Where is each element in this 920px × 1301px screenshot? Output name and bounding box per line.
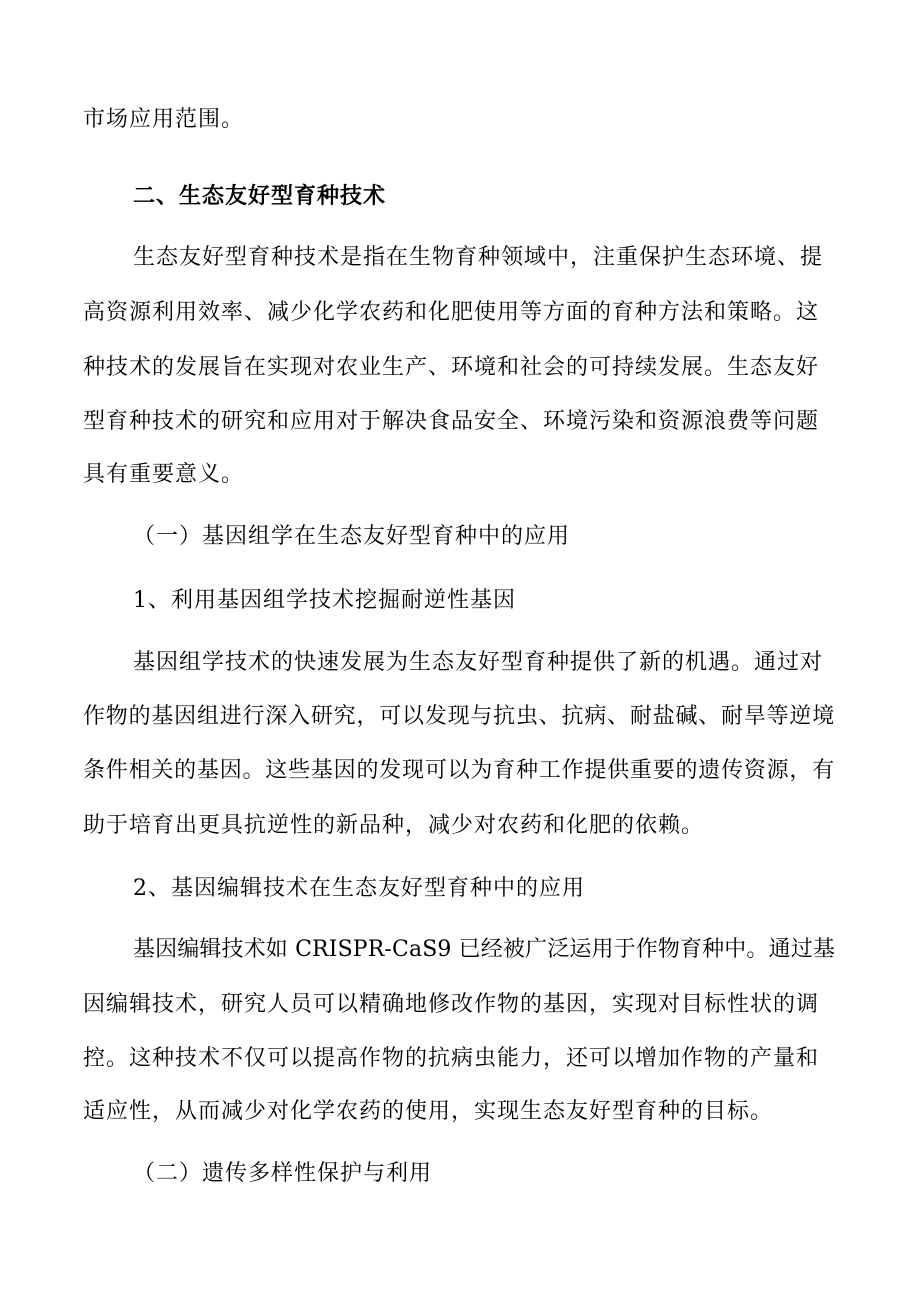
- paragraph-line: 基因组学技术的快速发展为生态友好型育种提供了新的机遇。通过对: [133, 650, 824, 675]
- section-heading: 二、生态友好型育种技术: [133, 183, 387, 209]
- paragraph-line: 因编辑技术，研究人员可以精确地修改作物的基因，实现对目标性状的调: [83, 992, 820, 1017]
- subsection-heading: （二）遗传多样性保护与利用: [133, 1161, 433, 1186]
- paragraph-line: 型育种技术的研究和应用对于解决食品安全、环境污染和资源浪费等问题: [83, 409, 820, 434]
- paragraph-line: 具有重要意义。: [83, 462, 245, 487]
- paragraph-line: 种技术的发展旨在实现对农业生产、环境和社会的可持续发展。生态友好: [83, 355, 820, 380]
- item-heading: 2、基因编辑技术在生态友好型育种中的应用: [133, 876, 585, 901]
- paragraph-line: 作物的基因组进行深入研究，可以发现与抗虫、抗病、耐盐碱、耐旱等逆境: [83, 704, 836, 729]
- paragraph-line: 控。这种技术不仅可以提高作物的抗病虫能力，还可以增加作物的产量和: [83, 1046, 820, 1071]
- paragraph-line: 高资源利用效率、减少化学农药和化肥使用等方面的育种方法和策略。这: [83, 300, 820, 325]
- paragraph-line: 生态友好型育种技术是指在生物育种领域中，注重保护生态环境、提: [133, 245, 824, 270]
- paragraph-line: 条件相关的基因。这些基因的发现可以为育种工作提供重要的遗传资源，有: [83, 758, 836, 783]
- item-heading: 1、利用基因组学技术挖掘耐逆性基因: [133, 588, 516, 613]
- paragraph-line: 基因编辑技术如 CRISPR-CaS9 已经被广泛运用于作物育种中。通过基: [133, 937, 835, 962]
- subsection-heading: （一）基因组学在生态友好型育种中的应用: [133, 524, 571, 549]
- paragraph-line: 助于培育出更具抗逆性的新品种，减少对农药和化肥的依赖。: [83, 813, 705, 838]
- intro-tail-text: 市场应用范围。: [83, 107, 245, 132]
- paragraph-line: 适应性，从而减少对化学农药的使用，实现生态友好型育种的目标。: [83, 1099, 774, 1124]
